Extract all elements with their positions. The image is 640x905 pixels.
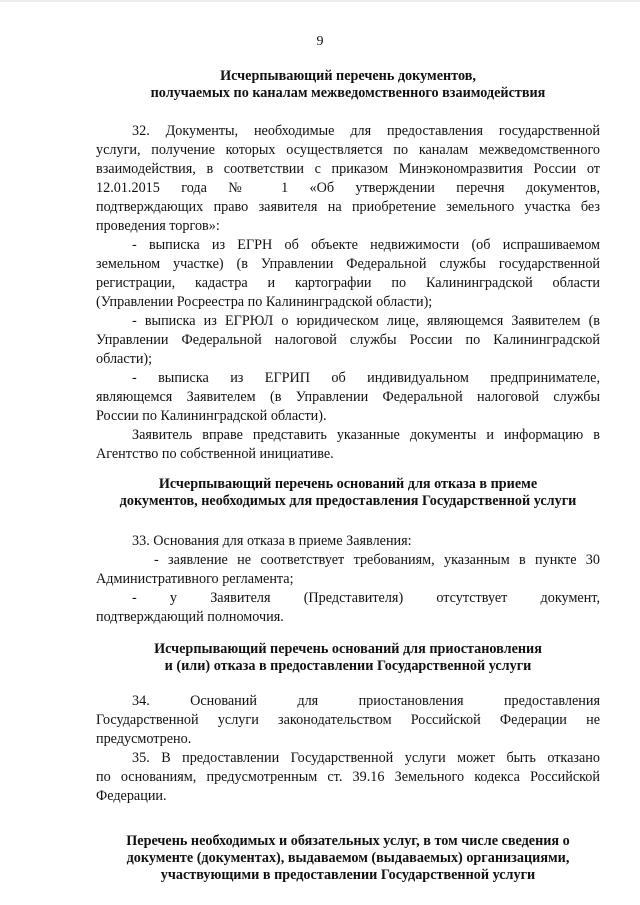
- text-line: по основаниям, предусмотренным ст. 39.16 Земельного кодекса Российской: [96, 769, 600, 785]
- heading-documents-interagency: [96, 68, 600, 102]
- text-line: 33. Основания для отказа в приеме Заявления:: [132, 533, 412, 549]
- page-number: 9: [316, 34, 324, 49]
- text-line: являющемся Заявителем (в Управлении Федеральной налоговой службы: [96, 389, 600, 405]
- text-line: Заявитель вправе представить указанные документы и информацию в: [132, 427, 600, 443]
- heading-line: Исчерпывающий перечень оснований для отказа в приеме: [158, 476, 538, 492]
- heading-suspension-grounds: [96, 641, 600, 675]
- text-line: услуги, получение которых осуществляется по каналам межведомственного: [96, 142, 600, 158]
- text-line: Федерации.: [96, 788, 167, 804]
- text-line: - выписка из ЕГРЮЛ о юридическом лице, являющемся Заявителем (в: [132, 313, 600, 329]
- bullet-egrul: [96, 312, 600, 369]
- scan-edge: [0, 0, 640, 2]
- text-line: Государственной услуги законодательством Российской Федерации не: [96, 712, 600, 728]
- text-line: земельном участке) (в Управлении Федеральной службы государственной: [96, 256, 600, 272]
- text-line: 35. В предоставлении Государственной услуги может быть отказано: [132, 750, 600, 766]
- paragraph-33: [96, 532, 600, 551]
- paragraph-33-item-1: [96, 551, 600, 589]
- text-line: подтверждающий полномочия.: [96, 609, 284, 625]
- text-line: области);: [96, 351, 153, 367]
- text-line: предусмотрено.: [96, 731, 192, 747]
- heading-line: Исчерпывающий перечень оснований для приостановления: [154, 641, 542, 657]
- heading-mandatory-services: [96, 833, 600, 884]
- bullet-egrip: [96, 369, 600, 426]
- heading-refusal-grounds: [96, 476, 600, 510]
- paragraph-applicant-right: [96, 426, 600, 464]
- text-line: проведения торгов»:: [96, 218, 220, 234]
- text-line: - выписка из ЕГРИП об индивидуальном предпринимателе,: [132, 370, 600, 386]
- text-line: Административного регламента;: [96, 571, 294, 587]
- paragraph-35: [96, 749, 600, 806]
- text-line: 32. Документы, необходимые для предоставления государственной: [132, 123, 600, 139]
- text-line: регистрации, кадастра и картографии по Калининградской области: [96, 275, 600, 291]
- heading-line: участвующими в предоставлении Государственной услуги: [160, 867, 536, 883]
- text-line: подтверждающих право заявителя на приобретение земельного участка без: [96, 199, 600, 215]
- paragraph-33-item-2: [96, 589, 600, 627]
- text-line: - у Заявителя (Представителя) отсутствует документ,: [132, 590, 600, 606]
- paragraph-32: [96, 122, 600, 236]
- text-line: (Управлении Росреестра по Калининградской области);: [96, 294, 433, 310]
- heading-line: документов, необходимых для предоставления Государственной услуги: [119, 493, 577, 509]
- text-line: Агентство по собственной инициативе.: [96, 446, 334, 462]
- paragraph-34: [96, 692, 600, 749]
- text-line: России по Калининградской области).: [96, 408, 327, 424]
- heading-line: и (или) отказа в предоставлении Государственной услуги: [164, 658, 532, 674]
- text-line: - выписка из ЕГРН об объекте недвижимости (об испрашиваемом: [132, 237, 600, 253]
- heading-line: Перечень необходимых и обязательных услуг, в том числе сведения о: [126, 833, 570, 849]
- heading-line: получаемых по каналам межведомственного взаимодействия: [150, 85, 546, 101]
- heading-line: Исчерпывающий перечень документов,: [220, 68, 476, 84]
- text-line: 34. Оснований для приостановления предоставления: [132, 693, 600, 709]
- heading-line: документе (документах), выдаваемом (выдаваемых) организациями,: [126, 850, 570, 866]
- text-line: Управлении Федеральной налоговой службы России по Калининградской: [96, 332, 600, 348]
- text-line: взаимодействия, в соответствии с приказом Минэкономразвития России от: [96, 161, 600, 177]
- text-line: - заявление не соответствует требованиям, указанным в пункте 30: [154, 552, 600, 568]
- bullet-egrn: [96, 236, 600, 312]
- text-line: 12.01.2015 года № 1 «Об утверждении перечня документов,: [96, 180, 600, 196]
